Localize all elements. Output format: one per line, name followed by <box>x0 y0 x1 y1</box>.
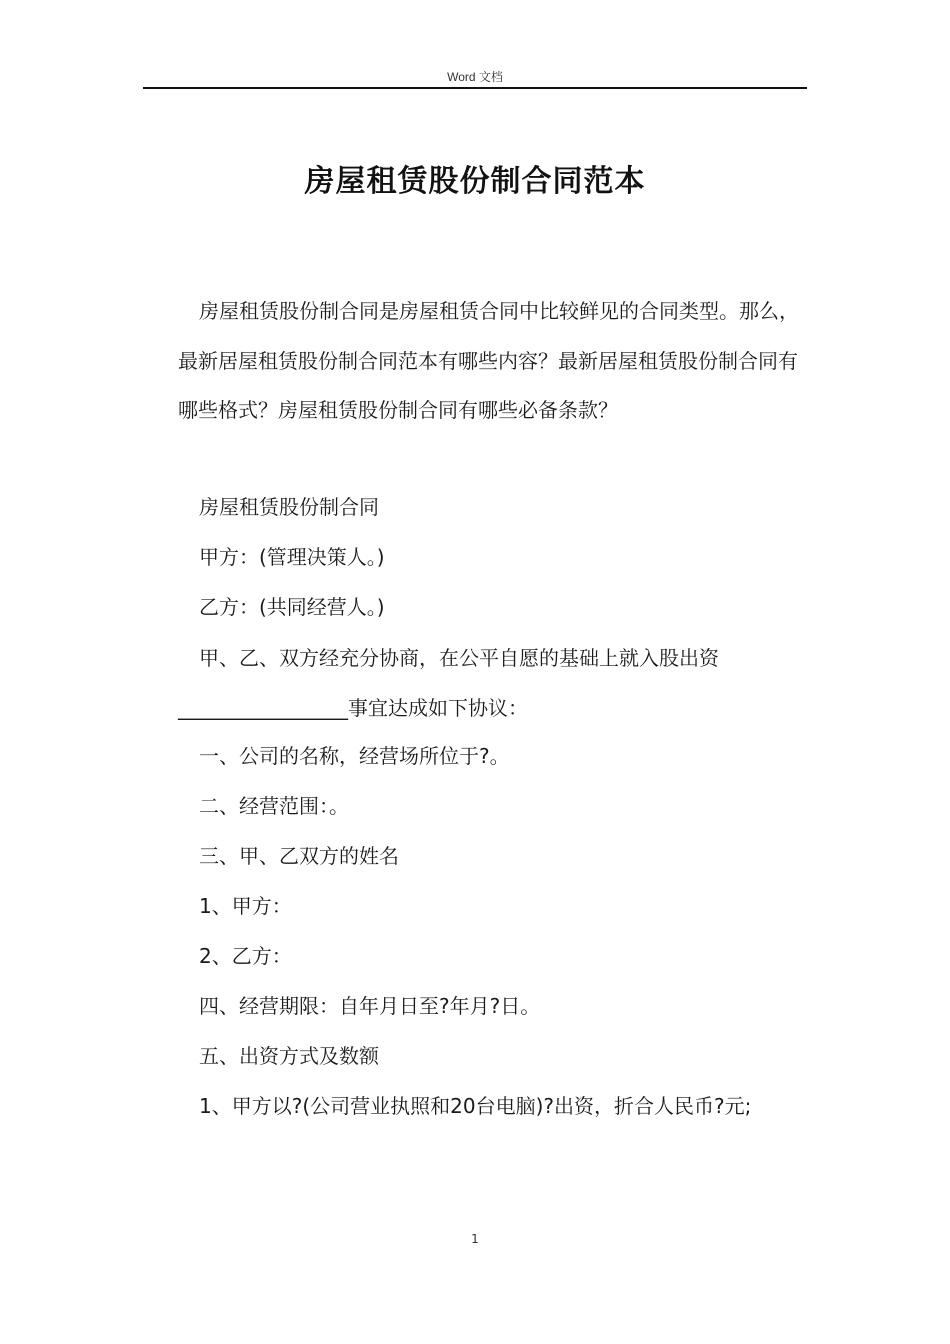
party-a-contribution-item: 1、甲方以?(公司营业执照和20台电脑)?出资，折合人民币?元; <box>199 1094 752 1118</box>
contract-heading: 房屋租赁股份制合同 <box>199 495 379 519</box>
clause-business-scope: 二、经营范围：。 <box>199 794 349 818</box>
agreement-paragraph: 甲、乙、双方经充分协商，在公平自愿的基础上就入股出资_________________事宜达成如下协议： <box>178 646 719 720</box>
intro-paragraph: 房屋租赁股份制合同是房屋租赁合同中比较鲜见的合同类型。那么，最新居屋租赁股份制合同范本有哪些内容？最新居屋租赁股份制合同有哪些格式？房屋租赁股份制合同有哪些必备条款？ <box>178 299 799 422</box>
party-b-line: 乙方：(共同经营人。) <box>199 595 385 619</box>
header-divider <box>143 87 807 89</box>
clause-company-name: 一、公司的名称，经营场所位于?。 <box>199 744 510 768</box>
document-title: 房屋租赁股份制合同范本 <box>304 164 646 199</box>
clause-party-names: 三、甲、乙双方的姓名 <box>199 844 399 868</box>
party-a-name-item: 1、甲方： <box>199 894 292 918</box>
clause-business-term: 四、经营期限：自年月日至?年月?日。 <box>199 994 541 1018</box>
page-number: 1 <box>471 1232 479 1246</box>
party-b-name-item: 2、乙方： <box>199 944 292 968</box>
page-header-label: Word 文档 <box>447 70 503 84</box>
party-a-line: 甲方：(管理决策人。) <box>199 545 385 569</box>
clause-capital-contribution: 五、出资方式及数额 <box>199 1044 379 1068</box>
